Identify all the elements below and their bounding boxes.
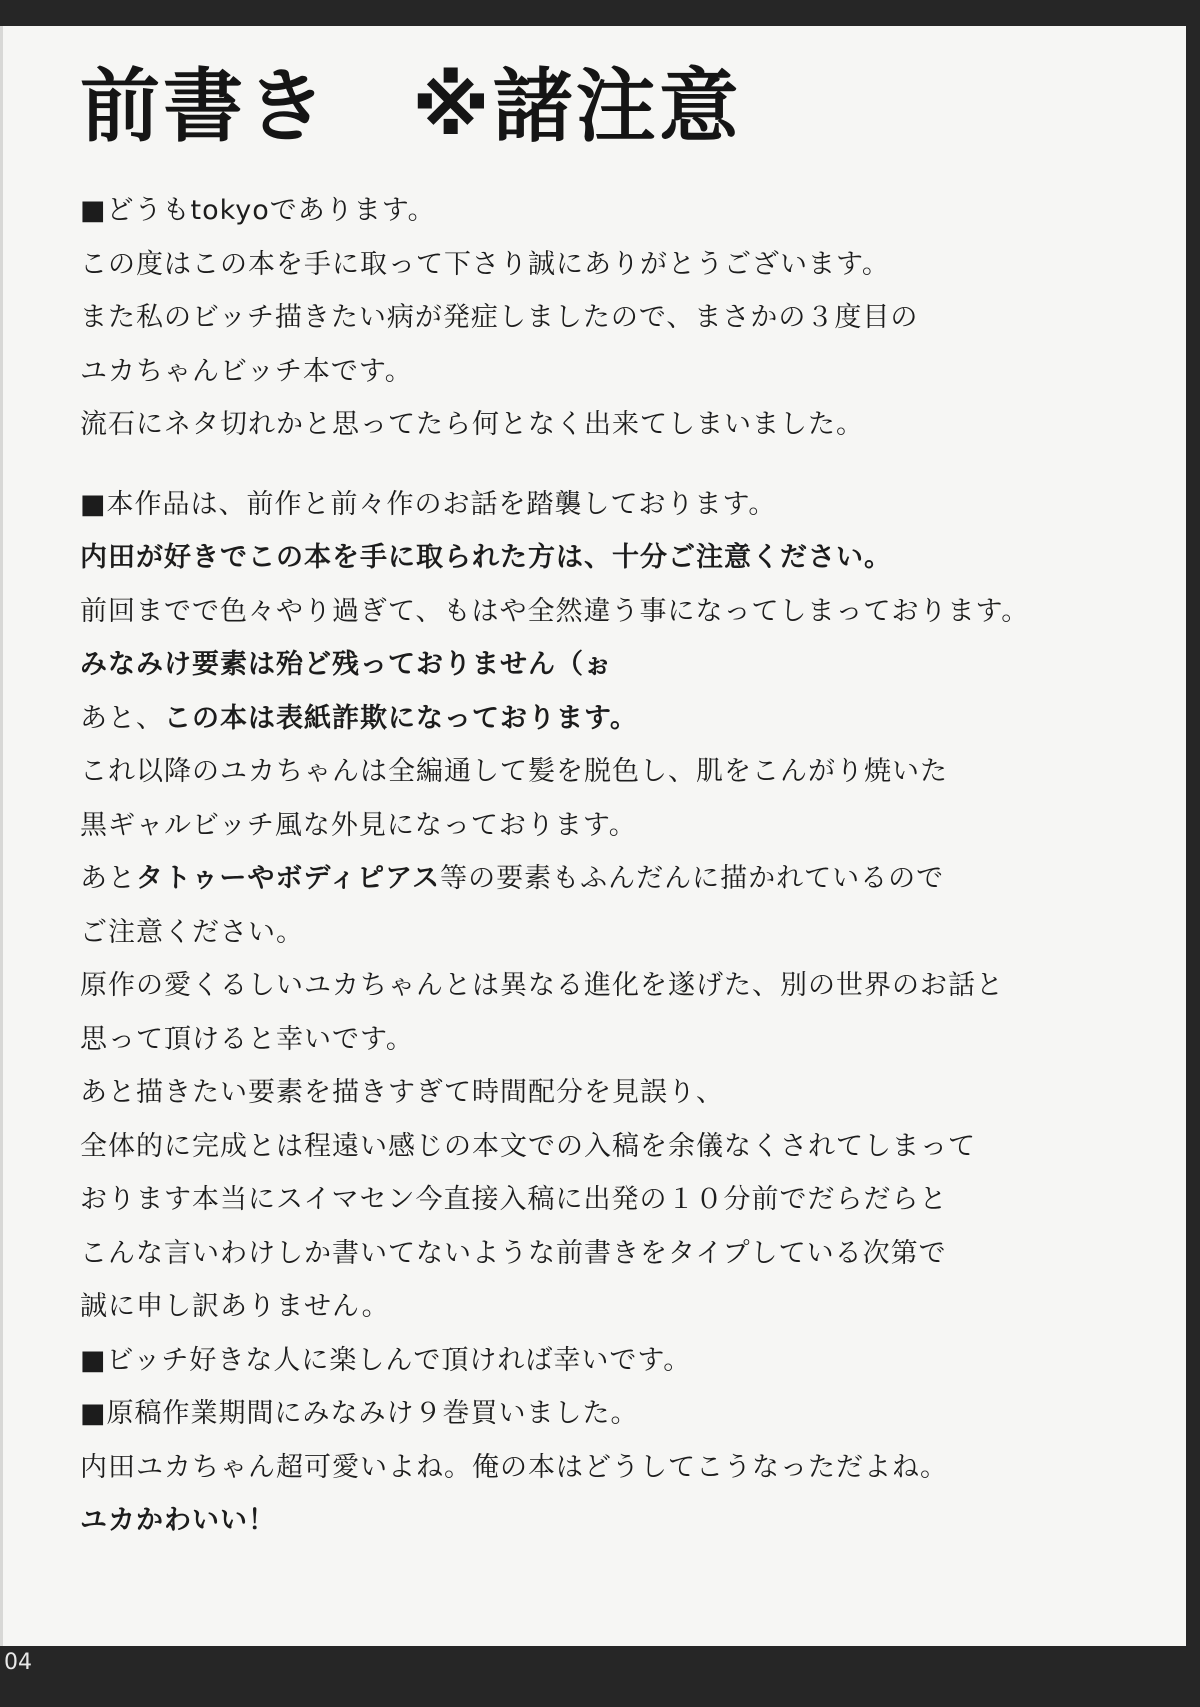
text-segment: 等の要素もふんだんに描かれているので bbox=[440, 863, 945, 894]
text-line bbox=[80, 585, 1170, 639]
emphasis-text: タトゥーやボディピアス bbox=[136, 863, 441, 894]
emphasis-text: 内田が好きでこの本を手に取られた方は、十分ご注意ください。 bbox=[80, 542, 892, 573]
preface-body bbox=[80, 184, 1170, 1548]
text-segment: 誠に申し訳ありません。 bbox=[80, 1291, 390, 1322]
top-border bbox=[0, 0, 1200, 26]
text-line bbox=[80, 1120, 1170, 1174]
text-line bbox=[80, 852, 1170, 906]
text-line bbox=[80, 1013, 1170, 1067]
text-line bbox=[80, 531, 1170, 585]
text-segment: 黒ギャルビッチ風な外見になっております。 bbox=[80, 809, 637, 841]
text-segment: あと描きたい要素を描きすぎて時間配分を見誤り、 bbox=[80, 1077, 724, 1108]
text-segment: ご注意ください。 bbox=[80, 916, 304, 948]
text-line bbox=[80, 1387, 1170, 1441]
text-line bbox=[80, 959, 1170, 1013]
emphasis-text: ユカかわいい！ bbox=[80, 1505, 276, 1536]
text-line bbox=[80, 184, 1170, 238]
text-segment: ■原稿作業期間にみなみけ９巻買いました。 bbox=[80, 1398, 639, 1429]
text-segment: 内田ユカちゃん超可愛いよね。俺の本はどうしてこうなっただよね。 bbox=[80, 1451, 948, 1483]
text-line bbox=[80, 1280, 1170, 1334]
page-title: 前書き ※諸注意 bbox=[80, 60, 742, 153]
text-line bbox=[80, 692, 1170, 746]
text-segment: ユカちゃんビッチ本です。 bbox=[80, 355, 413, 387]
text-segment: これ以降のユカちゃんは全編通して髪を脱色し、肌をこんがり焼いた bbox=[80, 756, 948, 787]
text-line bbox=[80, 478, 1170, 532]
right-border bbox=[1186, 0, 1200, 1707]
text-line bbox=[80, 1334, 1170, 1388]
text-segment: おります本当にスイマセン今直接入稿に出発の１０分前でだらだらと bbox=[80, 1184, 948, 1215]
text-segment: また私のビッチ描きたい病が発症しましたので、まさかの３度目の bbox=[80, 302, 919, 333]
text-line bbox=[80, 345, 1170, 399]
text-line bbox=[80, 638, 1170, 692]
text-line bbox=[80, 291, 1170, 345]
text-line bbox=[80, 1227, 1170, 1281]
binding-edge bbox=[0, 26, 3, 1646]
text-segment: 前回までで色々やり過ぎて、もはや全然違う事になってしまっております。 bbox=[80, 595, 1030, 627]
text-segment: あと bbox=[80, 863, 136, 894]
bottom-border bbox=[0, 1646, 1200, 1707]
text-segment: 流石にネタ切れかと思ってたら何となく出来てしまいました。 bbox=[80, 409, 864, 440]
text-line bbox=[80, 1173, 1170, 1227]
text-segment: この度はこの本を手に取って下さり誠にありがとうございます。 bbox=[80, 248, 890, 280]
text-line bbox=[80, 799, 1170, 853]
text-line bbox=[80, 906, 1170, 960]
text-line bbox=[80, 1494, 1170, 1548]
text-line bbox=[80, 1441, 1170, 1495]
emphasis-text: この本は表紙詐欺になっております。 bbox=[164, 702, 638, 734]
text-segment: 全体的に完成とは程遠い感じの本文での入稿を余儀なくされてしまって bbox=[80, 1130, 976, 1162]
text-segment: 思って頂けると幸いです。 bbox=[80, 1023, 414, 1055]
page-number: 04 bbox=[4, 1650, 32, 1675]
text-segment: あと、 bbox=[80, 702, 164, 734]
emphasis-text: みなみけ要素は殆ど残っておりません（ぉ bbox=[80, 649, 612, 680]
text-line bbox=[80, 398, 1170, 452]
text-line bbox=[80, 238, 1170, 292]
paragraph-gap bbox=[80, 452, 1170, 478]
text-segment: ■ビッチ好きな人に楽しんで頂ければ幸いです。 bbox=[80, 1344, 692, 1376]
text-line bbox=[80, 1066, 1170, 1120]
text-line bbox=[80, 745, 1170, 799]
text-segment: ■本作品は、前作と前々作のお話を踏襲しております。 bbox=[80, 488, 777, 520]
text-segment: ■どうもtokyoであります。 bbox=[80, 195, 436, 226]
text-segment: こんな言いわけしか書いてないような前書きをタイプしている次第で bbox=[80, 1237, 947, 1269]
text-segment: 原作の愛くるしいユカちゃんとは異なる進化を遂げた、別の世界のお話と bbox=[80, 970, 1004, 1001]
